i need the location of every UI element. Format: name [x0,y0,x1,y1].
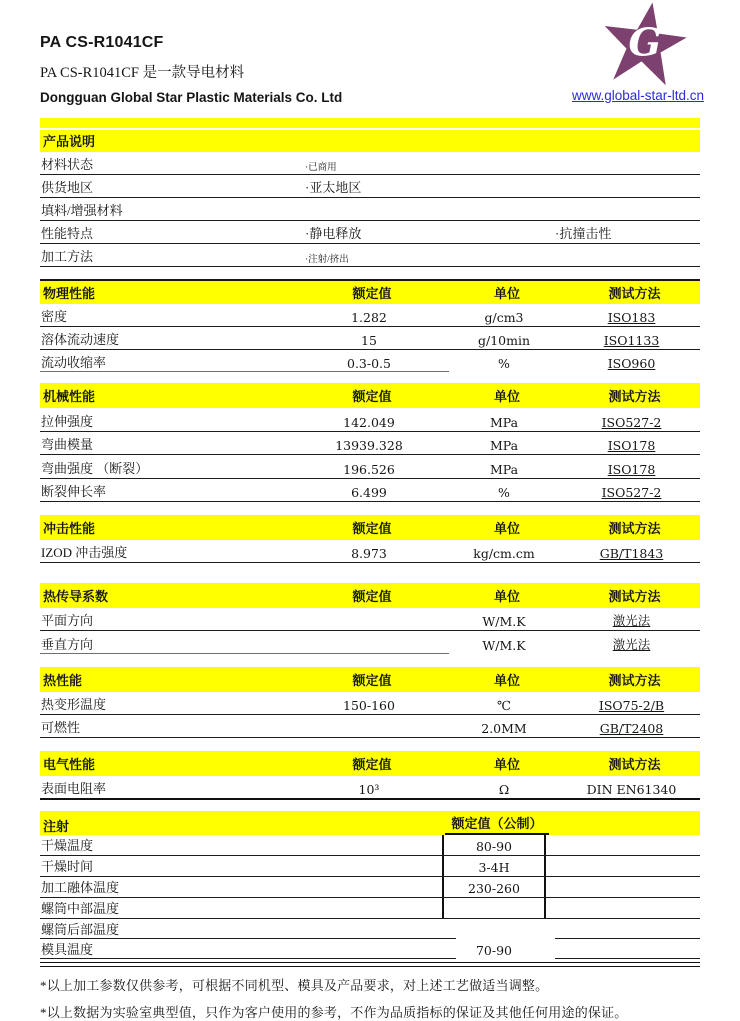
double-divider [40,962,700,967]
property-value-2: ·抗撞击性 [555,226,612,241]
section-thermal-conductivity [40,583,700,654]
section-mechanical [40,383,700,502]
property-name: 螺筒中部温度 [41,901,120,916]
property-unit: % [498,485,510,500]
section-product-info [40,118,700,267]
section-thermal [40,667,700,738]
yellow-strip [40,118,700,128]
property-name: 热变形温度 [41,697,107,712]
property-value [442,898,546,918]
col-header-method: 测试方法 [608,757,661,772]
table-row [40,175,700,198]
test-method: ISO183 [607,310,656,325]
col-header-value: 额定值 [352,673,392,688]
property-value: 70-90 [475,943,513,958]
col-header-method: 测试方法 [608,286,661,301]
table-row [40,939,700,959]
section-header [40,383,700,408]
table-row [40,877,700,898]
property-unit: g/cm3 [484,310,524,325]
test-method: ISO527-2 [601,485,662,500]
col-header-unit: 单位 [493,521,520,536]
col-header-unit: 单位 [493,589,520,604]
property-name: 断裂伸长率 [41,484,107,499]
section-title-electrical: 电气性能 [43,757,96,772]
property-unit: W/M.K [482,638,526,653]
section-title-product: 产品说明 [40,130,700,152]
table-row [40,221,700,244]
section-title-impact: 冲击性能 [43,521,96,536]
property-value [442,919,546,939]
product-subtitle: PA CS-R1041CF 是一款导电材料 [40,65,245,81]
section-header [40,751,700,776]
col-header-value: 额定值 [352,521,392,536]
col-header-method: 测试方法 [608,389,661,404]
test-method: ISO527-2 [601,414,662,430]
test-method: ISO960 [607,356,656,371]
table-row [40,898,700,919]
website-link[interactable]: www.global-star-ltd.cn [571,88,704,103]
company-name: Dongguan Global Star Plastic Materials Co. Ltd [40,90,343,105]
property-unit: 2.0MM [481,721,527,736]
property-unit: kg/cm.cm [473,546,535,561]
col-header-method: 测试方法 [608,673,661,688]
table-row [40,198,700,221]
property-unit: MPa [489,414,519,430]
col-header-value: 额定值 [352,389,392,404]
logo-letter: G [628,20,662,66]
property-unit: % [498,356,510,371]
property-name: 干燥温度 [41,838,94,853]
property-value: 13939.328 [335,438,403,453]
test-method: ISO1133 [603,333,660,348]
table-row [40,540,700,563]
section-header [40,279,700,304]
section-impact [40,515,700,563]
table-row [40,835,700,856]
property-unit: MPa [489,461,519,477]
table-row [40,919,700,939]
property-name: 弯曲模量 [41,437,94,452]
property-unit: ℃ [497,698,511,713]
star-logo-icon [598,0,690,88]
test-method: ISO178 [607,438,656,453]
section-header [40,811,700,835]
col-header-method: 测试方法 [608,521,661,536]
table-row [40,432,700,456]
property-value: 10³ [358,782,380,797]
test-method: GB/T1843 [599,546,664,561]
property-name: IZOD 冲击强度 [41,545,128,560]
property-name: 材料状态 [41,157,94,172]
section-header [40,515,700,540]
table-row [40,479,700,503]
property-name: 干燥时间 [41,859,94,874]
property-value: ·亚太地区 [305,180,362,195]
table-row [40,327,700,350]
property-name: 溶体流动速度 [41,332,120,347]
test-method: 激光法 [612,637,651,652]
table-row [40,692,700,715]
section-title-mechanical: 机械性能 [43,389,96,404]
property-name: 拉伸强度 [41,413,94,429]
property-value: ·静电释放 [305,226,362,241]
property-unit: MPa [489,438,519,453]
property-name: 垂直方向 [41,637,94,652]
property-value: 6.499 [351,485,387,500]
property-value: 0.3-0.5 [347,356,391,371]
property-name: 加工方法 [41,249,94,264]
property-value: 15 [361,333,377,348]
property-name: 供货地区 [41,180,94,195]
table-row [40,152,700,175]
footnote-2: *以上数据为实验室典型值，只作为客户使用的参考，不作为品质指标的保证及其他任何用途的保证。 [40,1004,628,1020]
property-value: ·已商用 [305,163,337,173]
test-method: GB/T2408 [599,721,664,736]
property-value: 1.282 [351,310,387,325]
property-name: 填料/增强材料 [41,203,123,218]
property-value: 196.526 [343,461,395,477]
section-injection [40,811,700,967]
property-name: 弯曲强度 （断裂） [41,460,149,476]
property-unit: W/M.K [482,614,526,629]
table-row [40,631,700,654]
col-header-value-metric: 额定值（公制） [445,813,549,835]
table-row [40,776,700,800]
table-row [40,350,700,372]
col-header-value: 额定值 [352,589,392,604]
property-value: 8.973 [351,546,387,561]
property-name: 性能特点 [41,226,94,241]
page-title: PA CS-R1041CF [40,34,164,51]
section-header [40,583,700,608]
property-value: 3-4H [442,856,546,876]
property-name: 平面方向 [41,613,94,628]
table-row [40,455,700,479]
property-unit: g/10min [477,333,531,348]
table-row [40,408,700,432]
property-value: 150-160 [343,698,395,713]
footnote-1: *以上加工参数仅供参考，可根据不同机型、模具及产品要求，对上述工艺做适当调整。 [40,977,549,993]
property-value: 142.049 [343,414,395,430]
property-name: 表面电阻率 [41,781,107,796]
property-value: 80-90 [442,835,546,855]
table-row [40,244,700,267]
test-method: ISO75-2/B [598,698,665,713]
test-method: 激光法 [612,613,651,628]
section-electrical [40,751,700,800]
table-row [40,856,700,877]
section-physical [40,279,700,372]
section-title-injection: 注射 [43,819,70,834]
col-header-value: 额定值 [352,757,392,772]
property-name: 螺筒后部温度 [41,922,120,937]
col-header-unit: 单位 [493,286,520,301]
property-value: 230-260 [442,877,546,897]
property-name: 可燃性 [41,720,81,735]
property-unit: Ω [498,782,510,797]
property-name: 流动收缩率 [41,355,107,370]
col-header-unit: 单位 [493,757,520,772]
table-row [40,608,700,631]
property-name: 模具温度 [41,942,94,957]
section-title-physical: 物理性能 [43,286,96,301]
test-method: DIN EN61340 [586,782,677,797]
test-method: ISO178 [607,461,656,477]
table-row [40,304,700,327]
section-header [40,667,700,692]
property-name: 加工融体温度 [41,880,120,895]
section-title-thermal-conductivity: 热传导系数 [43,589,109,604]
property-name: 密度 [41,309,68,324]
col-header-method: 测试方法 [608,589,661,604]
table-row [40,715,700,738]
col-header-unit: 单位 [493,673,520,688]
property-value: ·注射/挤出 [305,255,349,265]
col-header-unit: 单位 [493,389,520,404]
col-header-value: 额定值 [352,286,392,301]
section-title-thermal: 热性能 [43,673,83,688]
